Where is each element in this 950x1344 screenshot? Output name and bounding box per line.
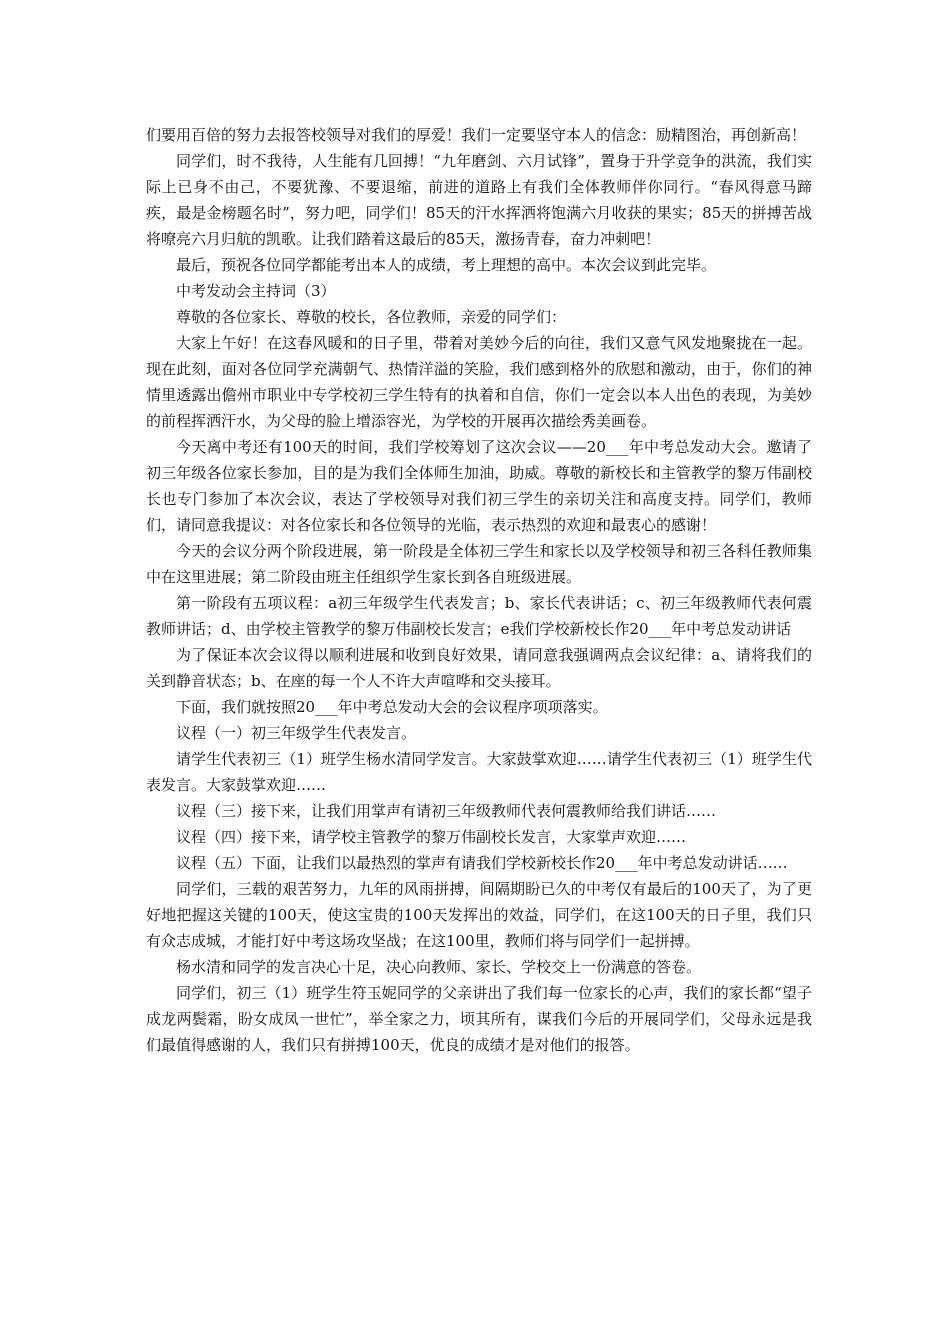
paragraph-closing: 最后，预祝各位同学都能考出本人的成绩，考上理想的高中。本次会议到此完毕。: [176, 256, 717, 274]
agenda-item-3: 议程（三）接下来，让我们用掌声有请初三年级教师代表何震教师给我们讲话……: [176, 802, 717, 820]
paragraph-discipline: 为了保证本次会议得以顺利进展和收到良好效果，请同意我强调两点会议纪律：a、请将我们的关到静音状态；b、在座的每一个人不许大声喧哗和交头接耳。: [146, 646, 812, 690]
paragraph-parents: 同学们，初三（1）班学生符玉妮同学的父亲讲出了我们每一位家长的心声，我们的家长都“望子成龙两鬓霜，盼女成凤一世忙”，举全家之力，顷其所有，谋我们今后的开展同学们，父母永远是我们最值得感谢的人，我们只有拼搏100天，优良的成绩才是对他们的报答。: [146, 984, 812, 1054]
paragraph-meeting-intro: 今天离中考还有100天的时间，我们学校筹划了这次会议——20___年中考总发动大会。邀请了初三年级各位家长参加，目的是为我们全体师生加油，助威。尊敬的新校长和主管教学的黎万伟副校长也专门参加了本次会议，表达了学校领导对我们初三学生的亲切关注和高度支持。同学们，教师们，请同意我提议：对各位家长和各位领导的光临，表示热烈的欢迎和最衷心的感谢！: [146, 438, 812, 534]
paragraph-agenda: 第一阶段有五项议程：a初三年级学生代表发言；b、家长代表讲话；c、初三年级教师代表何震教师讲话；d、由学校主管教学的黎万伟副校长发言；e我们学校新校长作20___年中考总发动讲话: [146, 594, 812, 638]
salutation: 尊敬的各位家长、尊敬的校长，各位教师，亲爱的同学们：: [176, 308, 567, 326]
paragraph-greeting: 大家上午好！在这春风暖和的日子里，带着对美妙今后的向往，我们又意气风发地聚拢在一起。现在此刻，面对各位同学充满朝气、热情洋溢的笑脸，我们感到格外的欣慰和激动，由于，你们的神情里透露出儋州市职业中专学校初三学生特有的执着和自信，你们一定会以本人出色的表现，为美妙的前程挥洒汗水，为父母的脸上增添容光，为学校的开展再次描绘秀美画卷。: [146, 334, 812, 430]
paragraph-100-days: 同学们，三载的艰苦努力，九年的风雨拼搏，间隔期盼已久的中考仅有最后的100天了，为了更好地把握这关键的100天，使这宝贵的100天发挥出的效益，同学们，在这100天的日子里，我们只有众志成城，才能打好中考这场攻坚战；在这100里，教师们将与同学们一起拼搏。: [146, 880, 812, 950]
paragraph-student-speech: 请学生代表初三（1）班学生杨水清同学发言。大家鼓掌欢迎……请学生代表初三（1）班学生代表发言。大家鼓掌欢迎……: [146, 750, 812, 794]
agenda-item-4: 议程（四）接下来，请学校主管教学的黎万伟副校长发言，大家掌声欢迎……: [176, 828, 687, 846]
paragraph-encouragement: 同学们，时不我待，人生能有几回搏！“九年磨剑、六月试锋”，置身于升学竞争的洪流，我们实际上已身不由己，不要犹豫、不要退缩，前进的道路上有我们全体教师伴你同行。“春风得意马蹄疾，最是金榜题名时”，努力吧，同学们！85天的汗水挥洒将饱满六月收获的果实；85天的拼搏苦战将嘹亮六月归航的凯歌。让我们踏着这最后的85天，激扬青春，奋力冲刺吧！: [146, 152, 812, 248]
paragraph-stages: 今天的会议分两个阶段进展，第一阶段是全体初三学生和家长以及学校领导和初三各科任教师集中在这里进展；第二阶段由班主任组织学生家长到各自班级进展。: [146, 542, 812, 586]
agenda-item-1: 议程（一）初三年级学生代表发言。: [176, 724, 417, 742]
paragraph-continuation: 们要用百倍的努力去报答校领导对我们的厚爱！我们一定要坚守本人的信念：励精图治，再创新高！: [146, 126, 807, 144]
section-heading: 中考发动会主持词（3）: [176, 282, 336, 300]
paragraph-procedure: 下面，我们就按照20___年中考总发动大会的会议程序项项落实。: [176, 698, 608, 716]
document-page: [146, 122, 812, 1058]
agenda-item-5: 议程（五）下面，让我们以最热烈的掌声有请我们学校新校长作20___年中考总发动讲话……: [176, 854, 788, 872]
paragraph-determination: 杨水清和同学的发言决心十足，决心向教师、家长、学校交上一份满意的答卷。: [176, 958, 702, 976]
